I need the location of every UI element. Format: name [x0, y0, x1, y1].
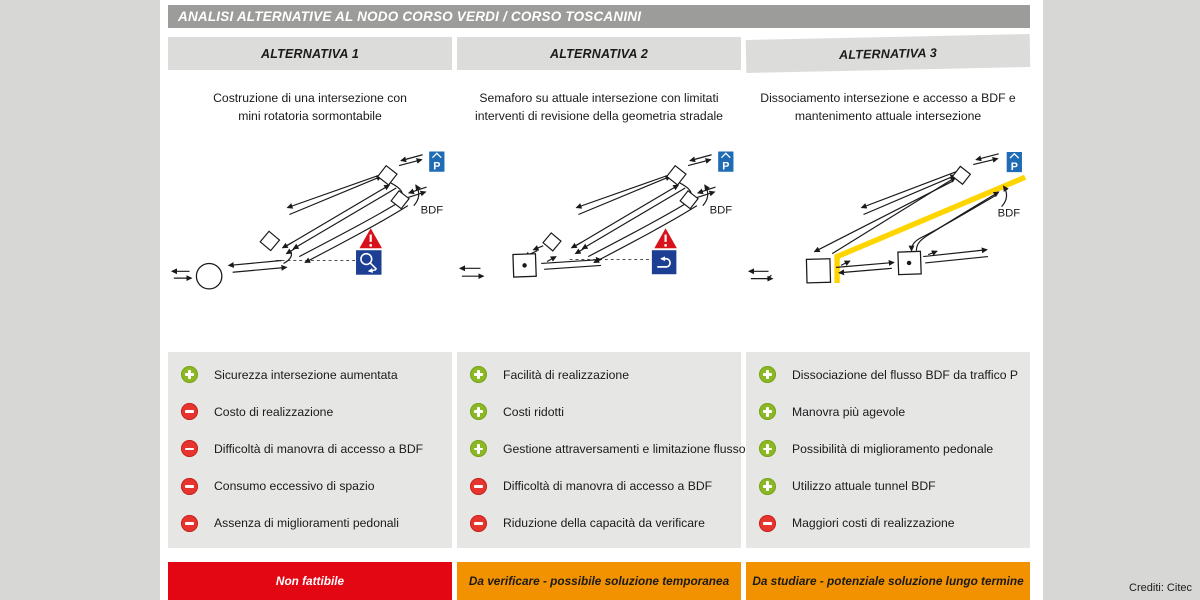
assessment-list-1	[168, 352, 452, 548]
alternativa-2-description: Semaforo su attuale intersezione con limitati interventi di revisione della geometria stradale	[475, 91, 723, 124]
plus-icon	[470, 440, 487, 457]
minus-icon	[181, 515, 198, 532]
traffic-light-node	[898, 251, 921, 274]
assessment-text: Difficoltà di manovra di accesso a BDF	[214, 441, 424, 456]
assessment-text: Assenza di miglioramenti pedonali	[214, 516, 399, 531]
list-item	[457, 468, 741, 505]
column-alternativa-3	[746, 0, 1030, 600]
list-item	[746, 393, 1030, 430]
parking-sign-label: P	[1010, 160, 1018, 173]
list-item	[457, 505, 741, 542]
plus-icon	[759, 366, 776, 383]
list-item	[746, 468, 1030, 505]
bdf-label: BDF	[420, 204, 444, 217]
parking-sign-icon	[1006, 151, 1023, 173]
column-alternativa-2	[457, 0, 746, 600]
intersection-node	[953, 166, 971, 184]
minus-icon	[759, 515, 776, 532]
minus-icon	[181, 478, 198, 495]
intersection-node	[667, 166, 686, 185]
minus-icon	[181, 403, 198, 420]
alternativa-2-header: ALTERNATIVA 2	[457, 37, 741, 70]
bdf-label: BDF	[709, 204, 733, 217]
assessment-text: Costo di realizzazione	[214, 404, 334, 419]
assessment-list-2	[457, 352, 746, 548]
alternativa-1-header: ALTERNATIVA 1	[168, 37, 452, 70]
parking-sign-icon	[428, 151, 445, 173]
traffic-light-node	[513, 254, 536, 277]
page-title: ANALISI ALTERNATIVE AL NODO CORSO VERDI / CORSO TOSCANINI	[168, 5, 1030, 28]
assessment-text: Riduzione della capacità da verificare	[503, 516, 705, 531]
plus-icon	[470, 366, 487, 383]
list-item	[168, 393, 452, 430]
assessment-text: Dissociazione del flusso BDF da traffico P	[792, 367, 1019, 382]
plus-icon	[759, 478, 776, 495]
assessment-list-3	[746, 352, 1030, 548]
diagram-alternative-3	[746, 130, 1030, 345]
list-item	[746, 356, 1030, 393]
alternativa-1-description: Costruzione di una intersezione con mini rotatoria sormontabile	[213, 91, 407, 124]
intersection-node	[260, 231, 279, 250]
parking-sign-icon	[717, 151, 734, 173]
alternativa-3-header: ALTERNATIVA 3	[746, 34, 1031, 73]
list-item	[168, 505, 452, 542]
list-item	[746, 430, 1030, 467]
u-turn-sign-icon	[652, 250, 676, 274]
credits-label: Crediti: Citec	[1129, 582, 1192, 594]
plus-icon	[759, 403, 776, 420]
assessment-text: Consumo eccessivo di spazio	[214, 479, 375, 494]
intersection-node	[543, 233, 561, 251]
list-item	[457, 393, 741, 430]
list-item	[168, 430, 452, 467]
assessment-text: Sicurezza intersezione aumentata	[214, 367, 398, 382]
assessment-text: Gestione attraversamenti e limitazione flusso	[503, 441, 746, 456]
assessment-text: Facilità di realizzazione	[503, 367, 629, 382]
assessment-text: Maggiori costi di realizzazione	[792, 516, 955, 531]
plus-icon	[181, 366, 198, 383]
diagram-alternative-1	[168, 130, 452, 345]
intersection-node	[378, 166, 397, 185]
assessment-text: Utilizzo attuale tunnel BDF	[792, 479, 936, 494]
alternativa-3-description: Dissociamento intersezione e accesso a BDF e mantenimento attuale intersezione	[760, 91, 1016, 124]
mini-roundabout-node	[196, 263, 221, 288]
verdict-banner-1: Non fattibile	[168, 562, 452, 600]
list-item	[457, 430, 746, 467]
assessment-text: Possibilità di miglioramento pedonale	[792, 441, 994, 456]
assessment-text: Costi ridotti	[503, 404, 564, 419]
assessment-text: Difficoltà di manovra di accesso a BDF	[503, 479, 713, 494]
content-panel	[160, 0, 1043, 600]
list-item	[168, 356, 452, 393]
list-item	[457, 356, 741, 393]
parking-sign-label: P	[433, 160, 441, 173]
intersection-node	[806, 259, 830, 283]
plus-icon	[759, 440, 776, 457]
maneuver-sign-icon	[356, 250, 381, 274]
verdict-banner-3: Da studiare - potenziale soluzione lungo termine	[746, 562, 1030, 600]
bdf-label: BDF	[997, 207, 1021, 220]
list-item	[168, 468, 452, 505]
minus-icon	[470, 515, 487, 532]
minus-icon	[181, 440, 198, 457]
verdict-banner-2: Da verificare - possibile soluzione temporanea	[457, 562, 741, 600]
parking-sign-label: P	[722, 160, 730, 173]
column-alternativa-1	[168, 0, 452, 600]
minus-icon	[470, 478, 487, 495]
assessment-text: Manovra più agevole	[792, 404, 906, 419]
diagram-alternative-2	[457, 130, 741, 345]
warning-icon	[654, 228, 677, 248]
list-item	[746, 505, 1030, 542]
plus-icon	[470, 403, 487, 420]
